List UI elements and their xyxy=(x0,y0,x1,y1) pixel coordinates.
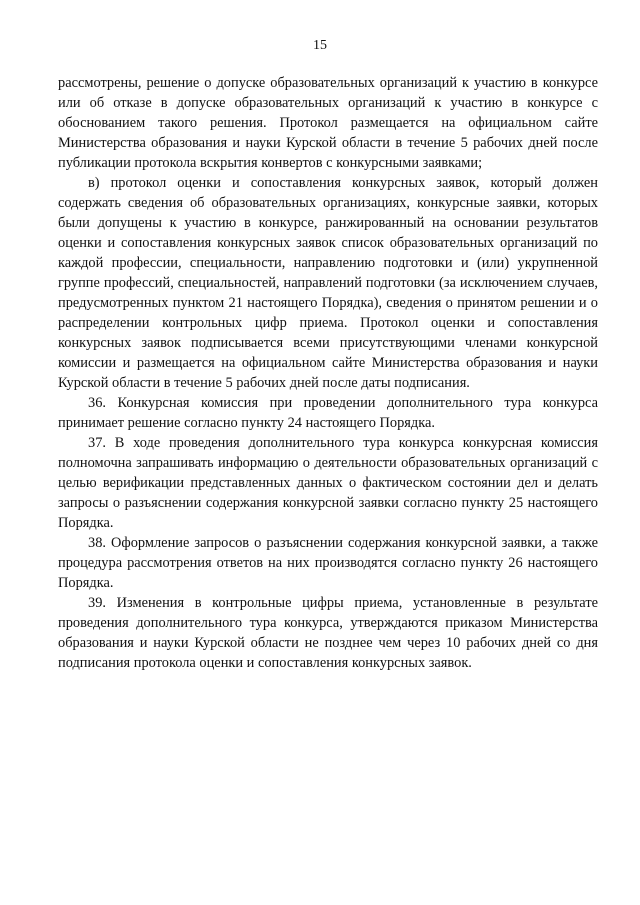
paragraph-item-v: в) протокол оценки и сопоставления конкурсных заявок, который должен содержать сведения об образовательных организациях, конкурсные заявки, которых были допущены к участию в конкурсе, ранжированный на основании результатов оценки и сопоставления конкурсных заявок список образовательных организаций по каждой профессии, специальности, направлению подготовки и (или) укрупненной группе профессий, специальностей, направлений подготовки (за исключением случаев, предусмотренных пунктом 21 настоящего Порядка), сведения о принятом решении и о распределении контрольных цифр приема. Протокол оценки и сопоставления конкурсных заявок подписывается всеми присутствующими членами конкурсной комиссии и размещается на официальном сайте Министерства образования и науки Курской области в течение 5 рабочих дней после даты подписания. xyxy=(58,175,598,391)
paragraph-item-36: 36. Конкурсная комиссия при проведении дополнительного тура конкурса принимает решение согласно пункту 24 настоящего Порядка. xyxy=(58,395,598,431)
page-number: 15 xyxy=(313,38,327,53)
paragraph-item-39: 39. Изменения в контрольные цифры приема, установленные в результате проведения дополнительного тура конкурса, утверждаются приказом Министерства образования и науки Курской области не позднее чем через 10 рабочих дней со дня подписания протокола оценки и сопоставления конкурсных заявок. xyxy=(58,595,598,671)
paragraph-continuation: рассмотрены, решение о допуске образовательных организаций к участию в конкурсе или об отказе в допуске образовательных организаций к участию в конкурсе с обоснованием такого решения. Протокол размещается на официальном сайте Министерства образования и науки Курской области в течение 5 рабочих дней после публикации протокола вскрытия конвертов с конкурсными заявками; xyxy=(58,75,598,171)
paragraph-item-37: 37. В ходе проведения дополнительного тура конкурса конкурсная комиссия полномочна запрашивать информацию о деятельности образовательных организаций с целью верификации представленных данных о фактическом состоянии дел и делать запросы о разъяснении содержания конкурсной заявки согласно пункту 25 настоящего Порядка. xyxy=(58,435,598,531)
paragraph-item-38: 38. Оформление запросов о разъяснении содержания конкурсной заявки, а также процедура рассмотрения ответов на них производятся согласно пункту 26 настоящего Порядка. xyxy=(58,535,598,591)
document-body xyxy=(58,73,598,673)
